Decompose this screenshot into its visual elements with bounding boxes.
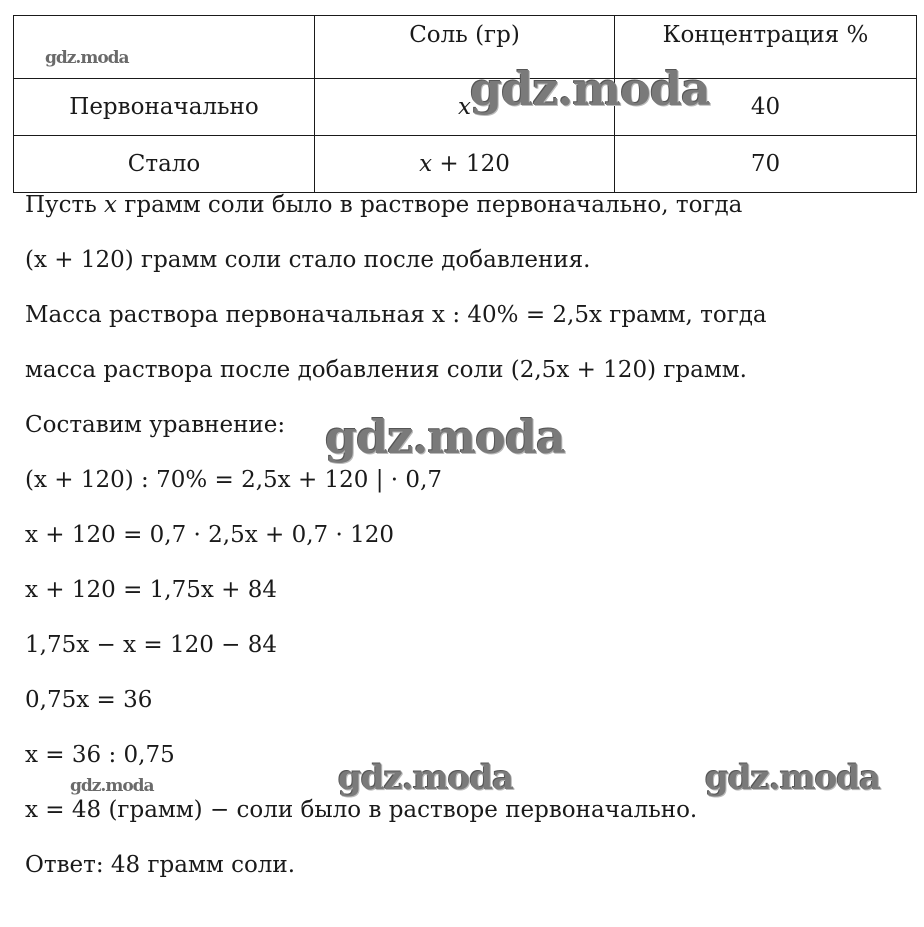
line-1-part-a: Пусть <box>25 192 105 218</box>
header-cell-concentration: Концентрация % <box>615 16 917 79</box>
solution-line-5: Составим уравнение: <box>25 412 286 438</box>
watermark-logo: gdz.moda <box>705 758 881 798</box>
answer-line: Ответ: 48 грамм соли. <box>25 852 296 878</box>
solution-line-3: Масса раствора первоначальная x : 40% = 2,5x грамм, тогда <box>25 302 767 328</box>
salt-variable: x <box>419 151 433 177</box>
equation-line-1: (x + 120) : 70% = 2,5x + 120 | · 0,7 <box>25 467 443 493</box>
watermark-logo: gdz.moda <box>325 410 565 464</box>
header-cell-empty <box>14 16 315 79</box>
solution-line-4: масса раствора после добавления соли (2,5x + 120) грамм. <box>25 357 747 383</box>
result-line: x = 48 (грамм) − соли было в растворе первоначально. <box>25 797 698 823</box>
watermark-logo: gdz.moda <box>45 48 129 68</box>
solution-line-1 <box>25 190 742 220</box>
salt-addend: + 120 <box>439 151 510 177</box>
equation-line-3: x + 120 = 1,75x + 84 <box>25 577 278 603</box>
equation-line-2: x + 120 = 0,7 · 2,5x + 0,7 · 120 <box>25 522 395 548</box>
table-row <box>14 136 917 193</box>
watermark-logo: gdz.moda <box>70 776 154 796</box>
equation-line-5: 0,75x = 36 <box>25 687 153 713</box>
table-row <box>14 79 917 136</box>
row-concentration: 40 <box>615 79 917 136</box>
header-cell-salt: Соль (гр) <box>315 16 615 79</box>
watermark-logo: gdz.moda <box>470 62 710 116</box>
row-label: Первоначально <box>14 79 315 136</box>
equation-line-6: x = 36 : 0,75 <box>25 742 175 768</box>
line-1-variable: x <box>104 192 118 218</box>
solution-line-2: (x + 120) грамм соли стало после добавления. <box>25 247 591 273</box>
salt-variable: x <box>458 94 471 120</box>
line-1-part-b: грамм соли было в растворе первоначально, тогда <box>117 192 743 218</box>
table-header-row <box>14 16 917 79</box>
watermark-logo: gdz.moda <box>338 758 514 798</box>
equation-line-4: 1,75x − x = 120 − 84 <box>25 632 278 658</box>
data-table <box>13 15 917 193</box>
row-label: Стало <box>14 136 315 193</box>
row-concentration: 70 <box>615 136 917 193</box>
row-salt <box>315 136 615 193</box>
